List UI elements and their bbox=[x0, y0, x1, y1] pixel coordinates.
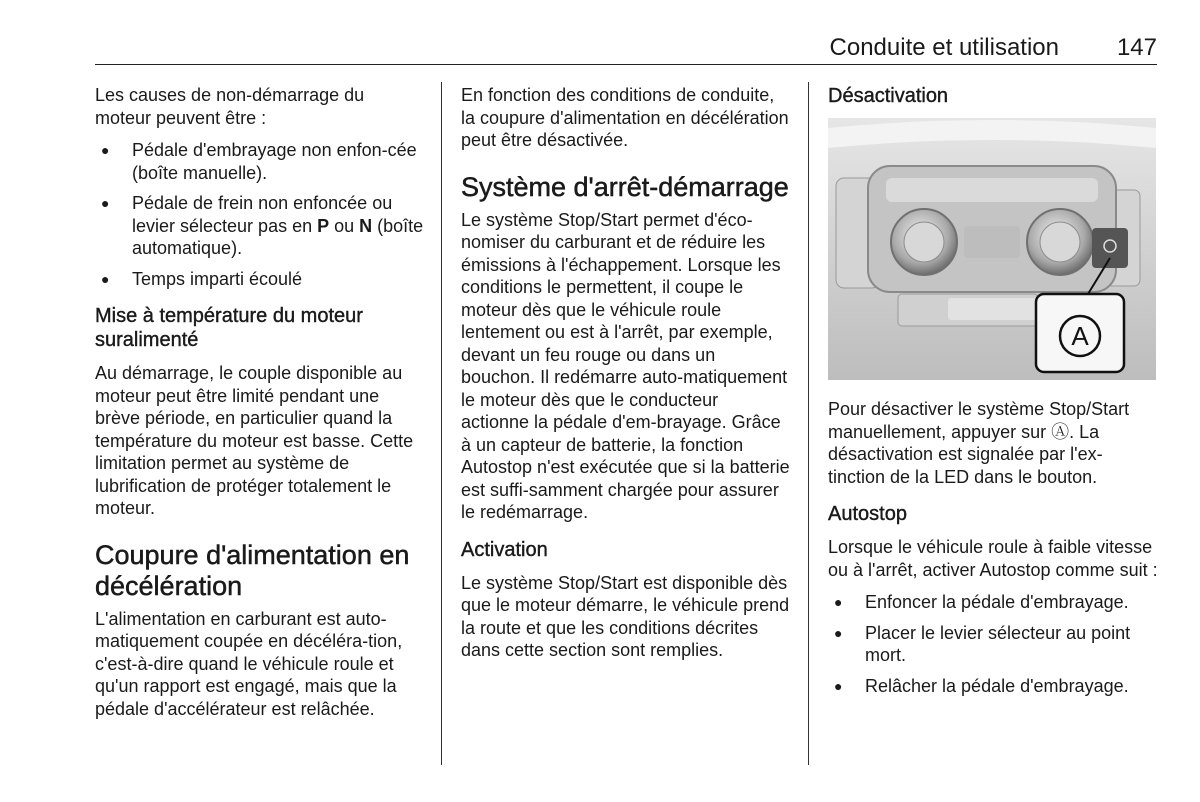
paragraph-text: Pour désactiver le système Stop/Start manuellement, appuyer sur bbox=[828, 399, 1130, 442]
list-item: ● Pédale d'embrayage non enfon-cée (boîte manuelle). bbox=[95, 139, 425, 184]
column-divider bbox=[808, 82, 809, 765]
subheading: Désactivation bbox=[828, 85, 949, 107]
dashboard-photo bbox=[828, 118, 1156, 380]
paragraph: En fonction des conditions de conduite, la coupure d'alimentation en décélération peut être désactivée. bbox=[461, 85, 789, 150]
list-item: ● Enfoncer la pédale d'embrayage. bbox=[828, 591, 1158, 614]
paragraph bbox=[828, 398, 1158, 488]
gear-p: P bbox=[317, 215, 330, 236]
bullet-list bbox=[828, 591, 1158, 697]
list-item-text: ou bbox=[329, 215, 360, 236]
list-item: ● Placer le levier sélecteur au point mort. bbox=[828, 622, 1158, 667]
paragraph: Le système Stop/Start permet d'éco-nomiser du carburant et de réduire les émissions à l'échappement. Lorsque les conditions le permettent, il coupe le moteur dès que le véhicule roule lentement ou est à l'arrêt, par exemple, devant un feu rouge ou dans un bouchon. Il redémarre auto-matiquement le moteur dès que le conducteur actionne la pédale d'em-brayage. Grâce à un capteur de batterie, la fonction Autostop n'est exécutée que si la batterie est suffi-samment chargée pour assurer le redémarrage. bbox=[461, 209, 790, 522]
heading: Système d'arrêt-démarrage bbox=[461, 171, 789, 202]
list-item bbox=[95, 192, 425, 260]
heading: Coupure d'alimentation en décélération bbox=[95, 539, 410, 601]
paragraph: L'alimentation en carburant est auto-matiquement coupée en décéléra-tion, c'est-à-dire quand le véhicule roule et qu'un rapport est engagé, mais que la pédale d'accélérateur est relâchée. bbox=[95, 608, 403, 719]
list-item-text: (boîte automatique). bbox=[132, 215, 424, 258]
list-item: ● Relâcher la pédale d'embrayage. bbox=[828, 675, 1158, 698]
section-title: Conduite et utilisation bbox=[829, 34, 1059, 61]
photo-button-label: A bbox=[1071, 321, 1089, 351]
dashboard-illustration bbox=[828, 118, 1156, 380]
subheading: Mise à température du moteur suralimenté bbox=[95, 305, 363, 351]
list-item-text: Pédale de frein non enfoncée ou levier sélecteur pas en bbox=[132, 193, 393, 236]
subheading: Autostop bbox=[828, 503, 907, 525]
paragraph: Au démarrage, le couple disponible au moteur peut être limité pendant une brève période, en particulier quand la température du moteur est basse. Cette limitation permet au système de lubrification de protéger totalement le moteur. bbox=[95, 363, 414, 518]
bullet-list bbox=[95, 139, 425, 290]
gear-n: N bbox=[359, 215, 373, 236]
page-header bbox=[95, 30, 1157, 65]
subheading: Activation bbox=[461, 538, 548, 561]
paragraph: Le système Stop/Start est disponible dès que le moteur démarre, le véhicule prend la route et que les conditions décrites dans cette section sont remplies. bbox=[461, 572, 790, 660]
column-2 bbox=[461, 84, 791, 672]
stop-start-icon: Ⓐ bbox=[1051, 421, 1070, 442]
paragraph: Les causes de non-démarrage du moteur peuvent être : bbox=[95, 85, 365, 128]
paragraph: Lorsque le véhicule roule à faible vitesse ou à l'arrêt, activer Autostop comme suit : bbox=[828, 537, 1158, 580]
column-1 bbox=[95, 84, 425, 730]
column-divider bbox=[441, 82, 442, 765]
paragraph-text: . La désactivation est signalée par l'ex-tinction de la LED dans le bouton. bbox=[828, 421, 1103, 487]
column-3 bbox=[828, 84, 1158, 707]
page-number: 147 bbox=[1116, 34, 1157, 61]
list-item: ● Temps imparti écoulé bbox=[95, 268, 425, 291]
